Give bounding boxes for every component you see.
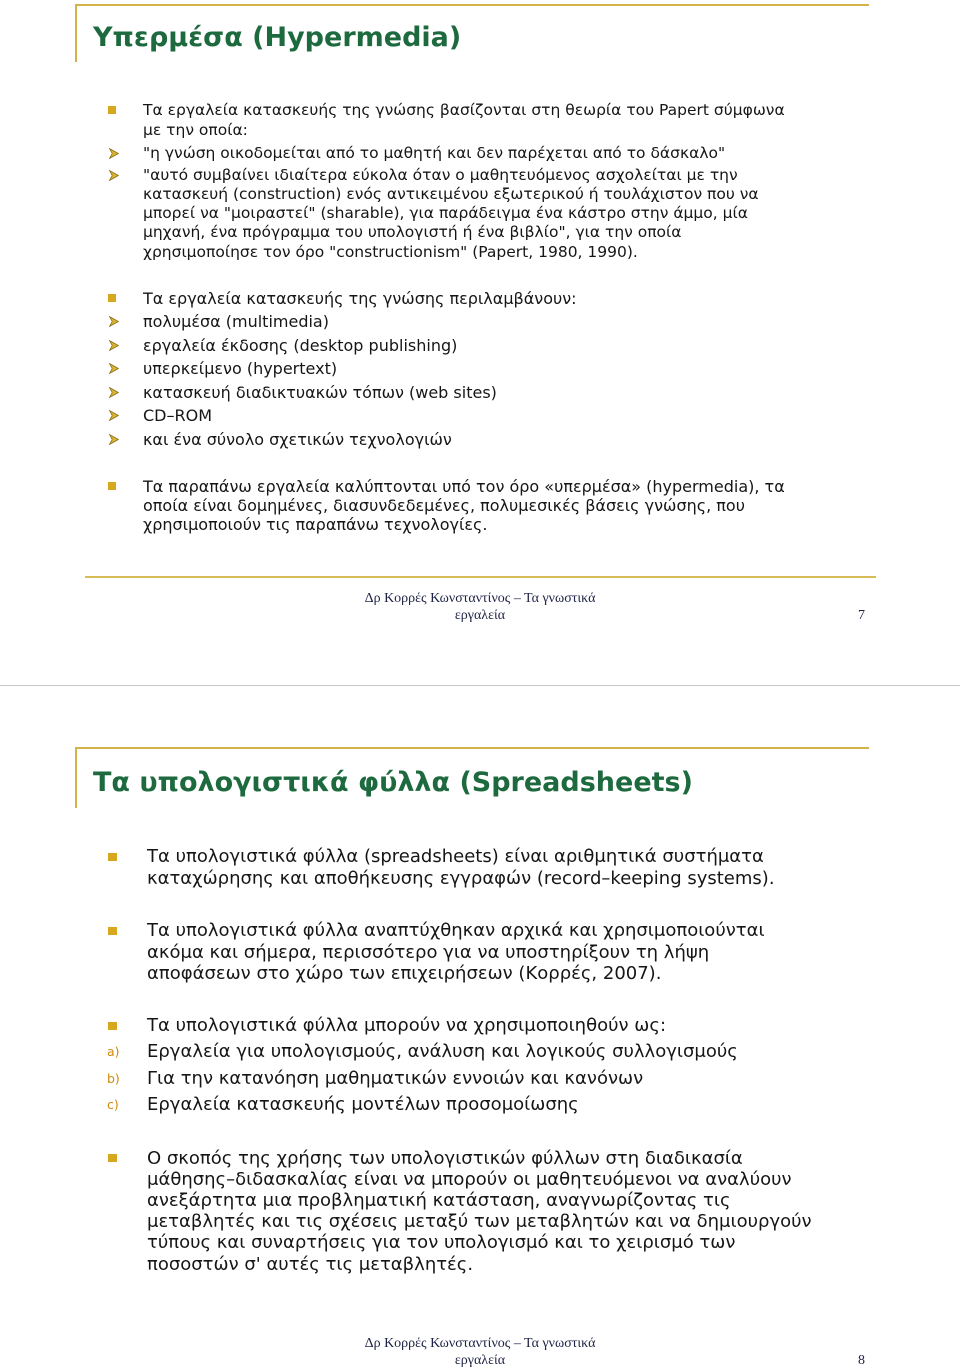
bullet-text-line: ανεξάρτητα μια προβληματική κατάσταση, αναγνωρίζοντας τις <box>147 1189 731 1211</box>
bullet-text-line: μάθησης–διδασκαλίας είναι να μπορούν οι μαθητευόμενοι να αναλύουν <box>147 1168 792 1190</box>
bullet-text-line: CD–ROM <box>143 405 213 425</box>
bullet-text-line: ακόμα και σήμερα, περισσότερο για να υποστηρίξουν τη λήψη <box>147 941 710 963</box>
bullet-text-line: καταχώρησης και αποθήκευσης εγγραφών (record–keeping systems). <box>147 868 775 889</box>
bullet-text-line: Εργαλεία για υπολογισμούς, ανάλυση και λογικούς συλλογισμούς <box>147 1041 738 1062</box>
bullet-text-line: Τα εργαλεία κατασκευής της γνώσης βασίζονται στη θεωρία του Papert σύμφωνα <box>143 101 785 119</box>
lettered-item <box>107 1041 738 1063</box>
bullet-text-line: κατασκευή διαδικτυακών τόπων (web sites) <box>143 382 497 402</box>
bullet-item <box>147 1015 666 1037</box>
slide-frame-left-line <box>75 747 77 808</box>
footer-subject: εργαλεία <box>454 1353 506 1368</box>
bullet-text-line: με την οποία: <box>143 121 248 139</box>
bullet-text-line: Τα παραπάνω εργαλεία καλύπτονται υπό τον όρο «υπερμέσα» (hypermedia), τα <box>143 476 785 496</box>
bullet-text-line: Τα εργαλεία κατασκευής της γνώσης περιλαμβάνουν: <box>143 288 577 308</box>
list-marker: b) <box>107 1071 120 1086</box>
bullet-text-line: μηχανή, ένα πρόγραμμα του υπολογιστή ή ένα βιβλίο", για την οποία <box>143 223 682 242</box>
bullet-text-line: κατασκευή (construction) ενός αντικειμένου εξωτερικού ή τουλάχιστον που να <box>143 184 759 203</box>
bullet-text-line: Για την κατανόηση μαθηματικών εννοιών και κανόνων <box>147 1068 644 1089</box>
bullet-text-line: χρησιμοποίησε τον όρο "constructionism" (Papert, 1980, 1990). <box>143 242 638 261</box>
bullet-text-line: αποφάσεων στο χώρο των επιχειρήσεων (Κορρές, 2007). <box>147 963 662 984</box>
bullet-text-line: πολυμέσα (multimedia) <box>143 311 329 331</box>
square-bullet-icon <box>108 1154 117 1163</box>
footer-author: Δρ Κορρές Κωνσταντίνος – Τα γνωστικά <box>364 590 596 606</box>
bullet-text-line: "αυτό συμβαίνει ιδιαίτερα εύκολα όταν ο μαθητευόμενος ασχολείται με την <box>143 165 738 184</box>
bullet-text-line: Τα υπολογιστικά φύλλα αναπτύχθηκαν αρχικά και χρησιμοποιούνται <box>147 920 765 941</box>
lettered-item <box>107 1094 579 1116</box>
bullet-text-line: Εργαλεία κατασκευής μοντέλων προσομοίωσης <box>147 1094 579 1115</box>
lettered-item <box>107 1068 644 1090</box>
bullet-text-line: Τα υπολογιστικά φύλλα μπορούν να χρησιμοποιηθούν ως: <box>147 1015 667 1036</box>
bullet-text-line: "η γνώση οικοδομείται από το μαθητή και δεν παρέχεται από το δάσκαλο" <box>143 143 726 162</box>
square-bullet-icon <box>108 1022 117 1031</box>
bullet-text-line: οποία είναι δομημένες, διασυνδεδεμένες, πολυμεσικές βάσεις γνώσης, που <box>143 495 745 515</box>
slide-title: Υπερμέσα (Hypermedia) <box>93 22 462 53</box>
bullet-text-line: Ο σκοπός της χρήσης των υπολογιστικών φύλλων στη διαδικασία <box>147 1147 743 1169</box>
bullet-text-line: Τα υπολογιστικά φύλλα (spreadsheets) είναι αριθμητικά συστήματα <box>147 846 764 867</box>
bullet-text-line: εργαλεία έκδοσης (desktop publishing) <box>143 335 458 355</box>
bullet-text-line: και ένα σύνολο σχετικών τεχνολογιών <box>143 429 452 449</box>
square-bullet-icon <box>108 853 117 862</box>
bullet-item <box>147 846 775 890</box>
list-marker: a) <box>107 1044 120 1059</box>
bullet-text-line: χρησιμοποιούν τις παραπάνω τεχνολογίες. <box>143 514 488 534</box>
page-number: 8 <box>858 1353 865 1368</box>
square-bullet-icon <box>108 927 117 936</box>
bullet-text-line: υπερκείμενο (hypertext) <box>143 358 338 378</box>
bullet-text-line: τύπους και συναρτήσεις για τον υπολογισμό και το χειρισμό των <box>147 1232 736 1254</box>
bullet-text-line: μπορεί να "μοιραστεί" (sharable), για παράδειγμα ένα κάστρο στην άμμο, μία <box>143 204 748 223</box>
bullet-item <box>147 920 765 985</box>
footer-subject: εργαλεία <box>454 607 506 623</box>
bullet-text-line: ποσοστών σ' αυτές τις μεταβλητές. <box>147 1253 474 1275</box>
slide-title: Τα υπολογιστικά φύλλα (Spreadsheets) <box>93 767 693 798</box>
page-number: 7 <box>858 607 865 623</box>
slide-frame-top-line <box>75 747 869 749</box>
bullet-item <box>147 1148 812 1275</box>
bullet-text-line: μεταβλητές και τις σχέσεις μεταξύ των μεταβλητών και να δημιουργούν <box>147 1211 812 1233</box>
list-marker: c) <box>107 1097 119 1112</box>
footer-author: Δρ Κορρές Κωνσταντίνος – Τα γνωστικά <box>364 1335 596 1351</box>
